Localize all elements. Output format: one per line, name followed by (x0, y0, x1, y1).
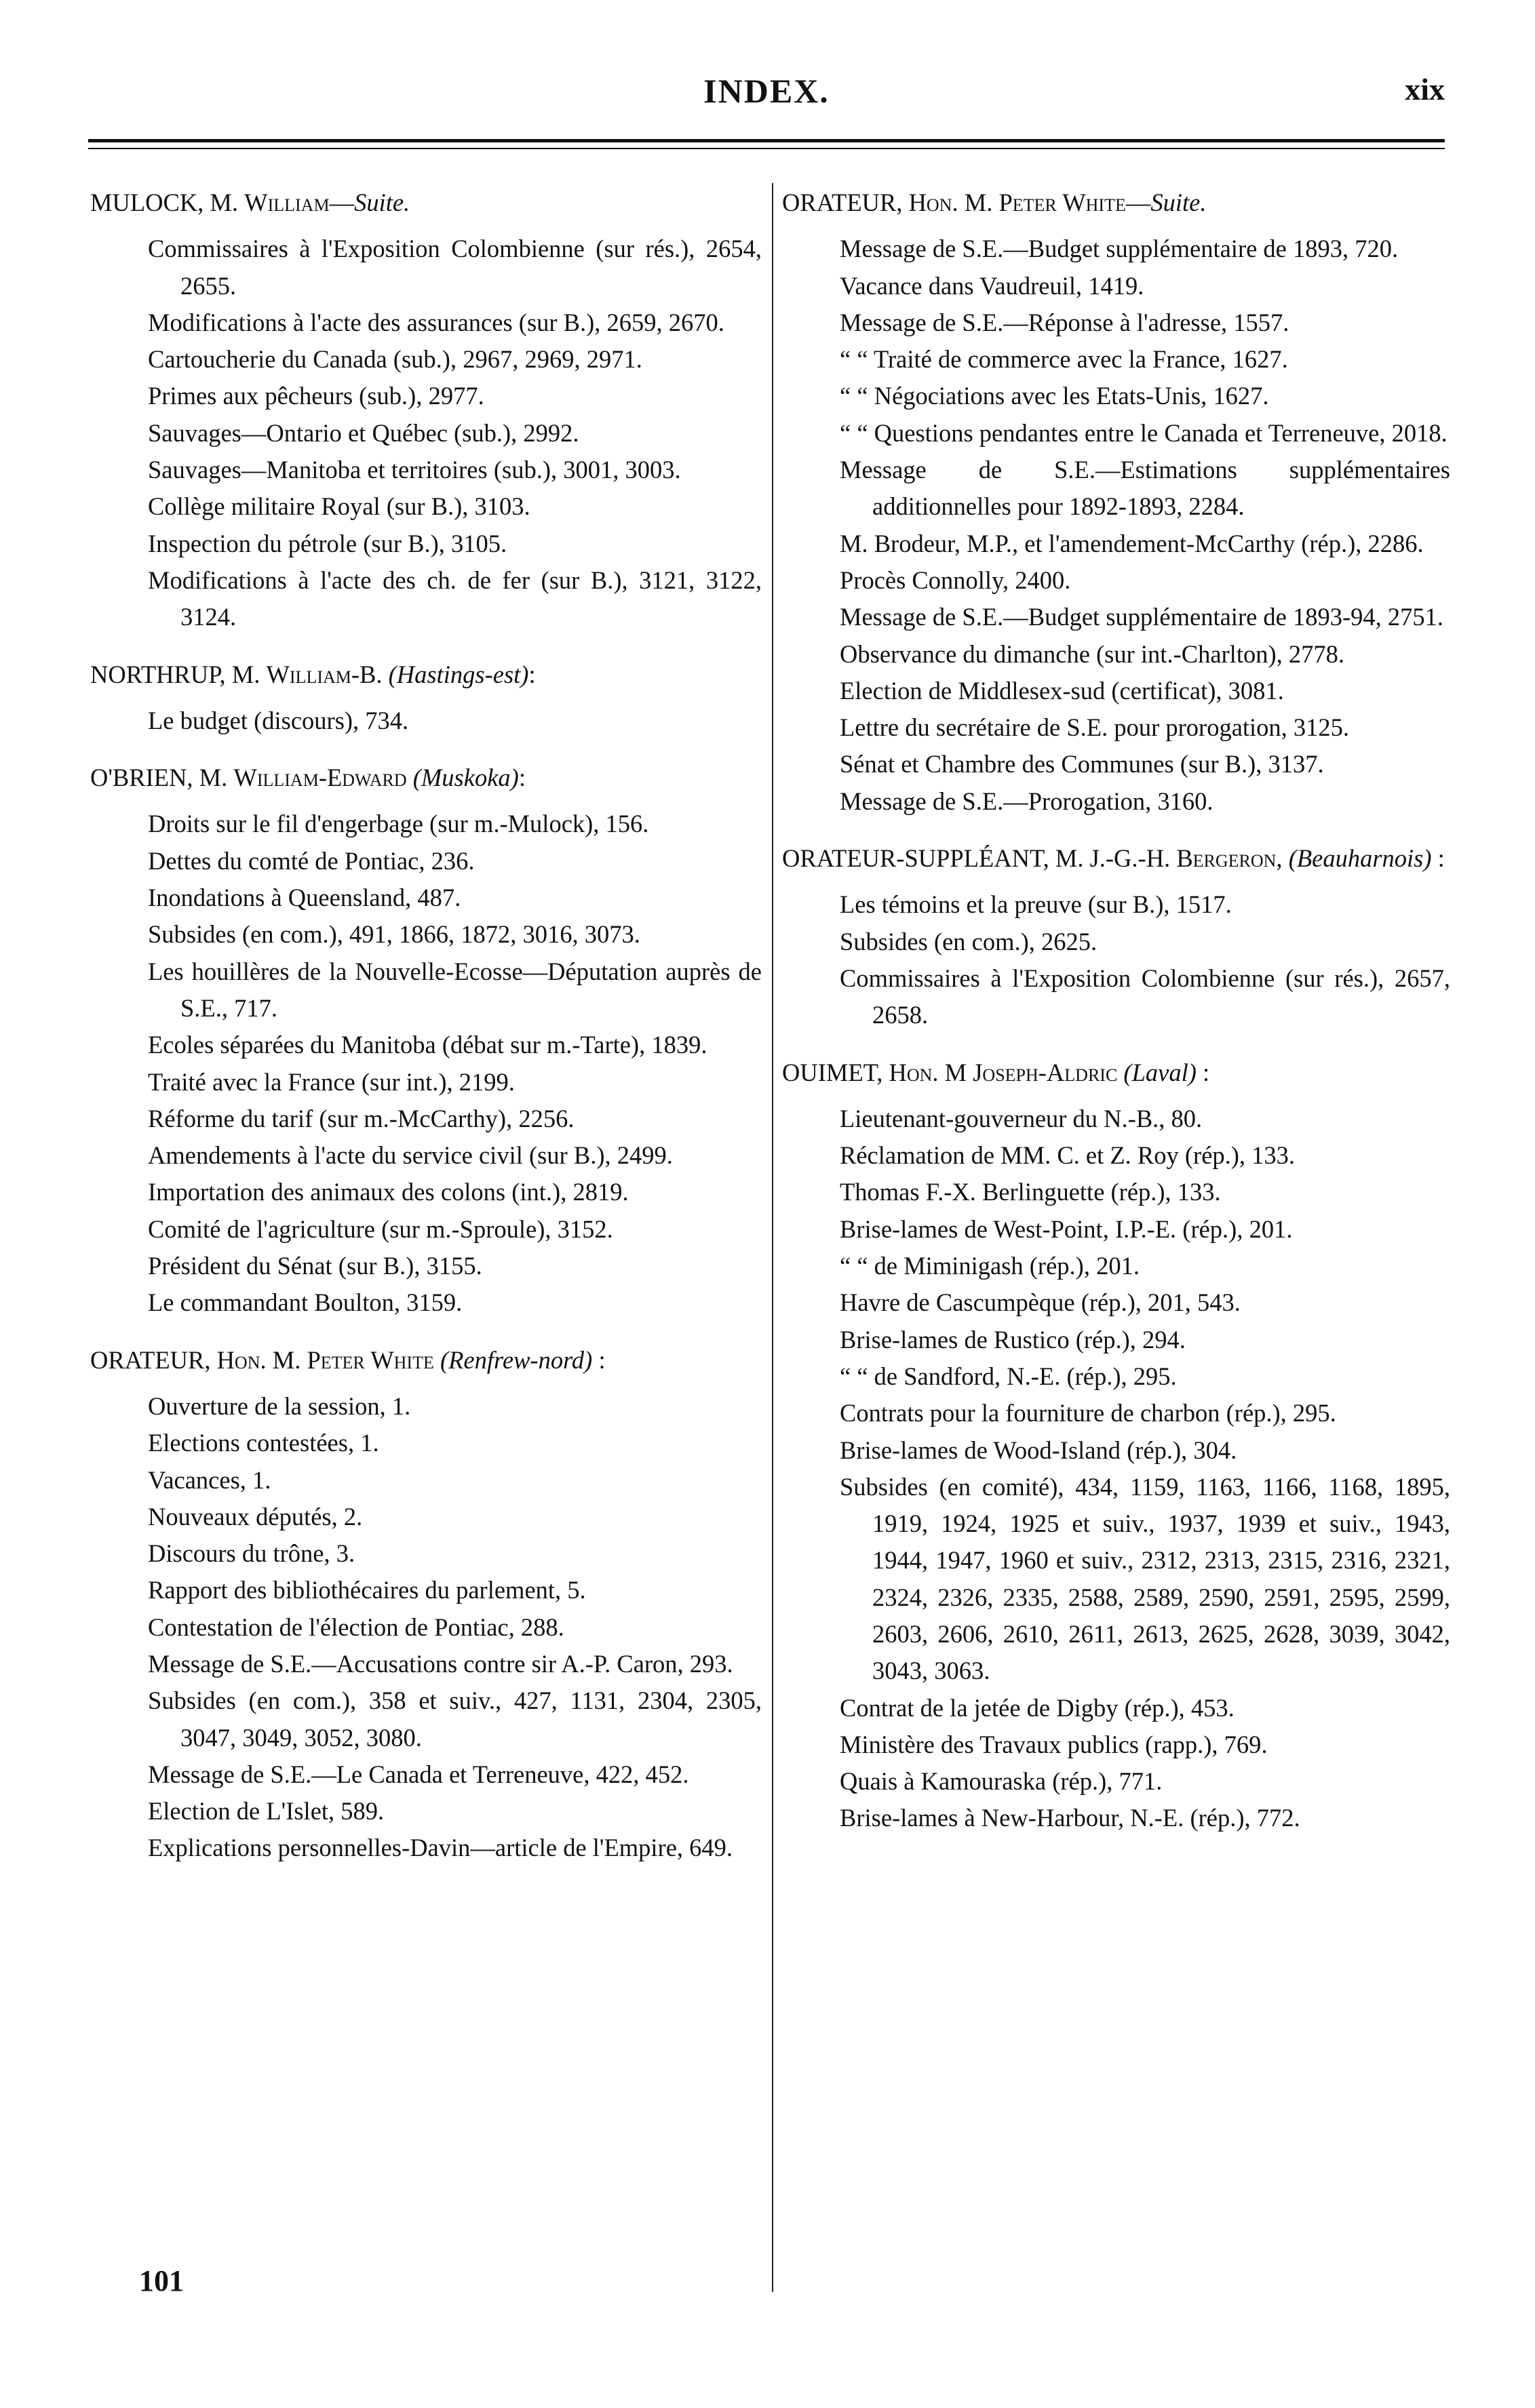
index-subentry: Subsides (en comité), 434, 1159, 1163, 1166, 1168, 1895, 1919, 1924, 1925 et suiv., 1937, 1939 et suiv., 1943, 1944, 1947, 1960 et suiv., 2312, 2313, 2315, 2316, 2321, 2324, 2326, 2335, 2588, 2589, 2590, 2591, 2595, 2599, 2603, 2606, 2610, 2611, 2613, 2625, 2628, 3039, 3042, 3043, 3063. (840, 1472, 1450, 1685)
index-subentry: Message de S.E.—Budget supplémentaire de 1893, 720. (840, 235, 1399, 263)
heading-rest: : (1196, 1058, 1210, 1086)
index-subentry: Message de S.E.—Réponse à l'adresse, 1557. (840, 308, 1289, 336)
index-subentry: Modifications à l'acte des assurances (sur B.), 2659, 2670. (148, 308, 724, 336)
index-subentry: Réforme du tarif (sur m.-McCarthy), 2256. (148, 1104, 575, 1132)
heading-ital: (Hastings-est) (388, 660, 529, 688)
heading-name: OUIMET, (782, 1058, 889, 1086)
heading-name: ORATEUR, (90, 1345, 217, 1374)
entry-heading (782, 1054, 1450, 1091)
index-subentry: Quais à Kamouraska (rép.), 771. (840, 1767, 1163, 1796)
entry-heading (90, 656, 762, 693)
index-subentry: Dettes du comté de Pontiac, 236. (148, 846, 475, 875)
index-entry (782, 1054, 1450, 1837)
index-subentry: Elections contestées, 1. (148, 1429, 379, 1457)
index-subentry: Vacance dans Vaudreuil, 1419. (840, 271, 1144, 300)
heading-sc: William-B. (266, 660, 389, 688)
index-subentry: Les témoins et la preuve (sur B.), 1517. (840, 890, 1232, 919)
index-subentry: “ “ Négociations avec les Etats-Unis, 1627. (840, 382, 1269, 410)
heading-name: MULOCK, M. (90, 189, 245, 216)
page-header (88, 71, 1445, 125)
index-subentry: Inspection du pétrole (sur B.), 3105. (148, 529, 507, 557)
index-subentry: Le commandant Boulton, 3159. (148, 1288, 463, 1317)
entry-gap (782, 1034, 1450, 1054)
heading-sc: Hon. M Joseph-Aldric (889, 1058, 1124, 1086)
heading-rest: : (592, 1345, 606, 1374)
index-subentry: Importation des animaux des colons (int.), 2819. (148, 1178, 629, 1206)
heading-gap (782, 877, 1450, 886)
entry-gap (90, 1322, 762, 1342)
index-subentry: Traité avec la France (sur int.), 2199. (148, 1067, 515, 1096)
heading-gap (90, 796, 762, 806)
heading-ital: Suite. (354, 189, 410, 216)
index-subentry: Thomas F.-X. Berlinguette (rép.), 133. (840, 1178, 1221, 1206)
index-subentry: “ “ de Miminigash (rép.), 201. (840, 1252, 1140, 1280)
heading-name: ORATEUR, (782, 189, 909, 216)
heading-gap (782, 1091, 1450, 1101)
index-subentry: Ouverture de la session, 1. (148, 1391, 411, 1420)
page-number: xix (1405, 72, 1445, 106)
entry-heading (782, 184, 1450, 221)
index-subentry: Brise-lames à New-Harbour, N.-E. (rép.), 772. (840, 1804, 1300, 1832)
entry-heading (782, 840, 1450, 877)
index-subentry: Brise-lames de West-Point, I.P.-E. (rép.), 201. (840, 1215, 1293, 1243)
heading-name: ORATEUR-SUPPLÉANT, M. J.-G.-H. (782, 844, 1177, 873)
index-subentry: Contestation de l'élection de Pontiac, 288. (148, 1613, 564, 1641)
index-subentry: Commissaires à l'Exposition Colombienne (sur rés.), 2657, 2658. (840, 964, 1450, 1029)
index-entry (782, 184, 1450, 820)
index-subentry: Subsides (en com.), 491, 1866, 1872, 3016, 3073. (148, 920, 640, 949)
heading-ital: Suite. (1150, 189, 1207, 216)
signature-mark: 101 (139, 2264, 184, 2297)
heading-ital: (Renfrew-nord) (440, 1345, 593, 1374)
index-entry (90, 759, 762, 1321)
page-title: INDEX. (703, 72, 830, 110)
index-subentry: Lettre du secrétaire de S.E. pour prorogation, 3125. (840, 713, 1350, 742)
index-subentry: M. Brodeur, M.P., et l'amendement-McCarthy (rép.), 2286. (840, 529, 1424, 557)
index-subentry: Nouveaux députés, 2. (148, 1502, 363, 1531)
heading-gap (90, 221, 762, 231)
entry-heading (90, 759, 762, 796)
index-subentry: Brise-lames de Rustico (rép.), 294. (840, 1325, 1186, 1354)
heading-rest: : (1431, 844, 1445, 873)
index-subentry: Message de S.E.—Prorogation, 3160. (840, 787, 1213, 815)
index-subentry: Le budget (discours), 734. (148, 706, 409, 734)
index-entry (90, 1342, 762, 1867)
heading-name: NORTHRUP, M. (90, 660, 267, 688)
index-subentry: Havre de Cascumpèque (rép.), 201, 543. (840, 1288, 1241, 1317)
right-column (782, 184, 1450, 1837)
entry-gap (90, 636, 762, 656)
index-subentry: Président du Sénat (sur B.), 3155. (148, 1252, 482, 1280)
index-subentry: Explications personnelles-Davin—article de l'Empire, 649. (148, 1834, 733, 1862)
entry-gap (782, 820, 1450, 840)
heading-ital: (Beauharnois) (1288, 844, 1432, 873)
index-subentry: “ “ Questions pendantes entre le Canada et Terreneuve, 2018. (840, 418, 1447, 447)
heading-rest: : (528, 660, 536, 688)
index-subentry: Election de L'Islet, 589. (148, 1797, 385, 1825)
column-divider (772, 183, 773, 2292)
entry-gap (90, 739, 762, 759)
index-subentry: Election de Middlesex-sud (certificat), 3081. (840, 676, 1284, 705)
heading-rest: : (518, 764, 526, 792)
index-entry (90, 184, 762, 636)
index-subentry: Collège militaire Royal (sur B.), 3103. (148, 492, 530, 521)
index-subentry: Message de S.E.—Budget supplémentaire de 1893-94, 2751. (840, 603, 1444, 631)
index-subentry: Vacances, 1. (148, 1465, 271, 1494)
index-subentry: Modifications à l'acte des ch. de fer (sur B.), 3121, 3122, 3124. (148, 566, 762, 631)
index-subentry: “ “ Traité de commerce avec la France, 1627. (840, 345, 1288, 374)
heading-gap (90, 693, 762, 703)
heading-ital: (Muskoka) (412, 764, 519, 792)
index-subentry: Les houillères de la Nouvelle-Ecosse—Députation auprès de S.E., 717. (148, 957, 762, 1022)
heading-gap (782, 221, 1450, 231)
index-subentry: “ “ de Sandford, N.-E. (rép.), 295. (840, 1362, 1177, 1390)
index-subentry: Amendements à l'acte du service civil (sur B.), 2499. (148, 1141, 673, 1170)
heading-gap (90, 1379, 762, 1388)
index-subentry: Cartoucherie du Canada (sub.), 2967, 2969, 2971. (148, 345, 642, 374)
header-rule-thin (88, 148, 1445, 149)
header-rule-thick (88, 139, 1445, 142)
heading-sc: Hon. M. Peter White— (908, 189, 1151, 216)
index-subentry: Ecoles séparées du Manitoba (débat sur m.-Tarte), 1839. (148, 1031, 707, 1059)
index-subentry: Subsides (en com.), 2625. (840, 927, 1097, 955)
index-entry (782, 840, 1450, 1033)
index-subentry: Ministère des Travaux publics (rapp.), 769. (840, 1730, 1268, 1758)
index-subentry: Réclamation de MM. C. et Z. Roy (rép.), 133. (840, 1141, 1296, 1170)
index-subentry: Subsides (en com.), 358 et suiv., 427, 1131, 2304, 2305, 3047, 3049, 3052, 3080. (148, 1686, 762, 1752)
heading-name: O'BRIEN, M. (90, 764, 234, 792)
index-subentry: Message de S.E.—Accusations contre sir A.-P. Caron, 293. (148, 1649, 733, 1678)
index-subentry: Procès Connolly, 2400. (840, 566, 1071, 594)
index-subentry: Primes aux pêcheurs (sub.), 2977. (148, 382, 484, 410)
index-subentry: Rapport des bibliothécaires du parlement, 5. (148, 1576, 586, 1604)
index-subentry: Discours du trône, 3. (148, 1539, 355, 1568)
index-subentry: Sauvages—Manitoba et territoires (sub.), 3001, 3003. (148, 456, 681, 484)
index-subentry: Sénat et Chambre des Communes (sur B.), 3137. (840, 750, 1324, 778)
index-subentry: Message de S.E.—Estimations supplémentaires additionnelles pour 1892-1893, 2284. (840, 456, 1450, 521)
index-entry (90, 656, 762, 740)
entry-heading (90, 1342, 762, 1379)
index-subentry: Sauvages—Ontario et Québec (sub.), 2992. (148, 418, 579, 447)
index-subentry: Commissaires à l'Exposition Colombienne (sur rés.), 2654, 2655. (148, 235, 762, 300)
heading-sc: William— (244, 189, 355, 216)
entry-heading (90, 184, 762, 221)
heading-sc: Bergeron, (1176, 844, 1289, 873)
index-subentry: Contrats pour la fourniture de charbon (rép.), 295. (840, 1399, 1336, 1427)
index-subentry: Observance du dimanche (sur int.-Charlton), 2778. (840, 639, 1344, 668)
index-subentry: Lieutenant-gouverneur du N.-B., 80. (840, 1104, 1203, 1132)
heading-sc: Hon. M. Peter White (216, 1345, 440, 1374)
index-subentry: Contrat de la jetée de Digby (rép.), 453. (840, 1693, 1235, 1722)
heading-ital: (Laval) (1123, 1058, 1197, 1086)
index-subentry: Brise-lames de Wood-Island (rép.), 304. (840, 1436, 1237, 1464)
left-column (90, 184, 762, 1867)
index-subentry: Droits sur le fil d'engerbage (sur m.-Mulock), 156. (148, 810, 649, 838)
index-subentry: Message de S.E.—Le Canada et Terreneuve, 422, 452. (148, 1760, 689, 1788)
index-subentry: Inondations à Queensland, 487. (148, 884, 461, 912)
heading-sc: William-Edward (233, 764, 413, 792)
index-subentry: Comité de l'agriculture (sur m.-Sproule), 3152. (148, 1215, 613, 1243)
